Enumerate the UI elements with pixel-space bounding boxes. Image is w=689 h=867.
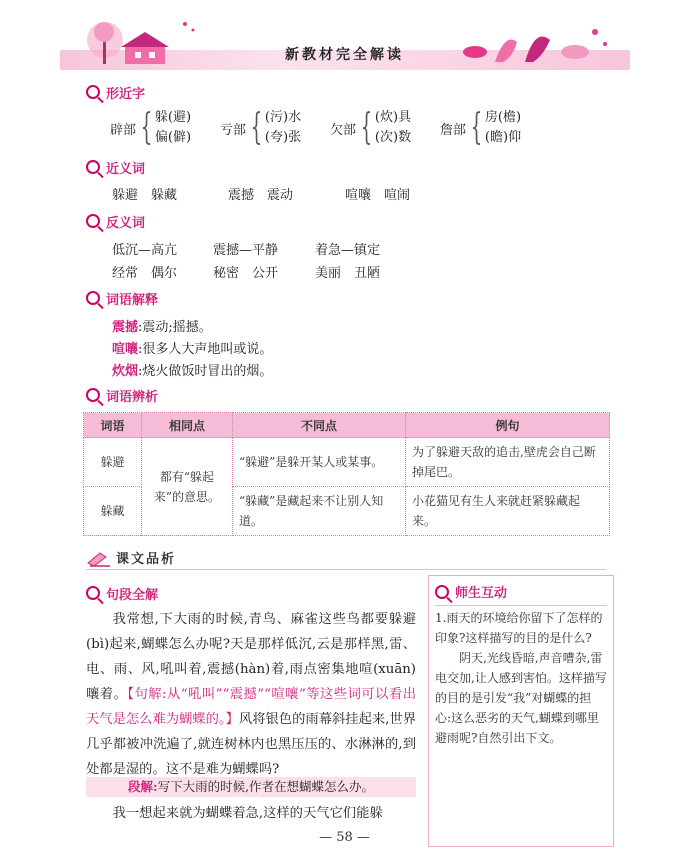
- paragraph-text: 风将银色的雨幕斜挂起来,世界几乎都被冲洗遍了,就连树林内也黑压压的、水淋淋的,到处都是湿的。这不是难为蝴蝶吗?: [86, 712, 417, 777]
- antonym-item: 经常 偶尔: [112, 266, 178, 281]
- table-cell: 躲避: [84, 438, 142, 487]
- explanation-def: :震动;摇撼。: [138, 320, 212, 335]
- paragraph-text: 我常想,下大雨的时候,青鸟、麻雀这些鸟都要躲避(bì)起来,蝴蝶怎么办呢?天是那样低沉,云是那样黑,雷、电、雨、风,吼叫着,震撼(hàn)着,雨点密集地喧(xuān)嚷着。: [86, 612, 416, 702]
- magnifier-icon: [86, 291, 100, 305]
- magnifier-icon: [86, 85, 100, 99]
- section-similar-chars: [86, 82, 606, 102]
- brace-icon: {: [470, 107, 483, 148]
- table-header: 不同点: [233, 413, 406, 438]
- table-cell: 小花猫见有生人来就赶紧躲藏起来。: [406, 487, 610, 536]
- section-title: 近义词: [106, 161, 146, 177]
- char-group: [330, 108, 411, 148]
- section-antonyms: [86, 211, 145, 231]
- section-title: 形近字: [106, 86, 146, 102]
- group-root: 辟部: [110, 122, 137, 138]
- section-synonyms: [86, 157, 145, 177]
- section-lesson: [86, 548, 176, 567]
- group-item: (炊)具: [374, 110, 412, 125]
- group-item: 偏(僻): [154, 130, 192, 145]
- synonym-item: 躲避 躲藏: [112, 188, 178, 203]
- interaction-box: [428, 575, 614, 847]
- table-cell: “躲藏”是藏起来不让别人知道。: [233, 487, 406, 536]
- magnifier-icon: [86, 214, 100, 228]
- group-item: 躲(避): [154, 110, 192, 125]
- table-header-row: [84, 413, 610, 438]
- section-title: 词语解释: [106, 292, 159, 308]
- table-cell: 都有“躲起来”的意思。: [142, 438, 233, 536]
- summary-label: 段解:: [127, 779, 158, 794]
- magnifier-icon: [86, 388, 100, 402]
- brace-icon: {: [360, 107, 373, 148]
- explanation-def: :烧火做饭时冒出的烟。: [138, 364, 273, 379]
- char-group: [220, 108, 301, 148]
- explanation-item: [112, 360, 272, 379]
- char-group: [110, 108, 191, 148]
- magnifier-icon: [86, 160, 100, 174]
- interaction-question: 1.雨天的环境给你留下了怎样的印象?这样描写的目的是什么?: [435, 611, 603, 645]
- paragraph-body: [86, 607, 416, 782]
- group-item: 房(檐): [484, 110, 522, 125]
- antonym-item: 低沉—高亢: [112, 243, 178, 258]
- table-cell: 躲藏: [84, 487, 142, 536]
- table-header: 词语: [84, 413, 142, 438]
- section-title: 词语辨析: [106, 389, 159, 405]
- table-cell: “躲避”是躲开某人或某事。: [233, 438, 406, 487]
- group-root: 詹部: [440, 122, 467, 138]
- antonym-item: 着急—镇定: [315, 243, 381, 258]
- synonym-item: 震撼 震动: [228, 188, 294, 203]
- section-analysis: [86, 385, 158, 405]
- synonym-item: 喧嚷 喧闹: [345, 188, 411, 203]
- section-paragraph: [86, 583, 158, 603]
- pencil-book-icon: [86, 549, 112, 567]
- paragraph-summary: [86, 777, 416, 797]
- divider: [435, 605, 607, 606]
- antonym-item: 美丽 丑陋: [315, 266, 381, 281]
- divider: [86, 569, 606, 570]
- char-group: [440, 108, 521, 148]
- group-root: 亏部: [220, 122, 247, 138]
- section-explanations: [86, 288, 158, 308]
- header-title: 新教材完全解读: [285, 47, 404, 63]
- summary-text: 写下大雨的时候,作者在想蝴蝶怎么办。: [157, 779, 375, 794]
- page-header: [0, 0, 689, 75]
- table-header: 相同点: [142, 413, 233, 438]
- explanation-term: 炊烟: [112, 364, 139, 379]
- antonym-item: 震撼—平静: [213, 243, 279, 258]
- table-header: 例句: [406, 413, 610, 438]
- explanation-term: 震撼: [112, 320, 139, 335]
- explanation-item: [112, 338, 272, 357]
- table-row: [84, 438, 610, 487]
- explanation-item: [112, 316, 212, 335]
- analysis-table: [83, 412, 610, 536]
- sentence-note: 【句解:从“吼叫”“震撼”“喧嚷”等这些词可以看出天气是怎么难为蝴蝶的。】: [86, 687, 417, 727]
- page-number: — 58 —: [319, 830, 370, 845]
- section-title: 课文品析: [116, 552, 177, 567]
- group-item: (夸)张: [264, 130, 302, 145]
- group-item: (瞻)仰: [484, 130, 522, 145]
- section-title: 反义词: [106, 215, 146, 231]
- magnifier-icon: [435, 585, 449, 599]
- group-item: (污)水: [264, 110, 302, 125]
- group-root: 欠部: [330, 122, 357, 138]
- explanation-def: :很多人大声地叫或说。: [138, 342, 273, 357]
- section-title: 句段全解: [106, 587, 159, 603]
- section-title: 师生互动: [455, 586, 508, 601]
- brace-icon: {: [250, 107, 263, 148]
- interaction-answer: 阴天,光线昏暗,声音嘈杂,雷电交加,让人感到害怕。这样描写的目的是引发“我”对蝴蝶的担心:这么恶劣的天气,蝴蝶到哪里避雨呢?自然引出下文。: [435, 651, 607, 745]
- magnifier-icon: [86, 586, 100, 600]
- interaction-head: [435, 582, 613, 601]
- group-item: (次)数: [374, 130, 412, 145]
- table-cell: 为了躲避天敌的追击,壁虎会自己断掉尾巴。: [406, 438, 610, 487]
- brace-icon: {: [140, 107, 153, 148]
- paragraph-text: 我一想起来就为蝴蝶着急,这样的天气它们能躲: [112, 806, 383, 821]
- antonym-item: 秘密 公开: [213, 266, 279, 281]
- explanation-term: 喧嚷: [112, 342, 139, 357]
